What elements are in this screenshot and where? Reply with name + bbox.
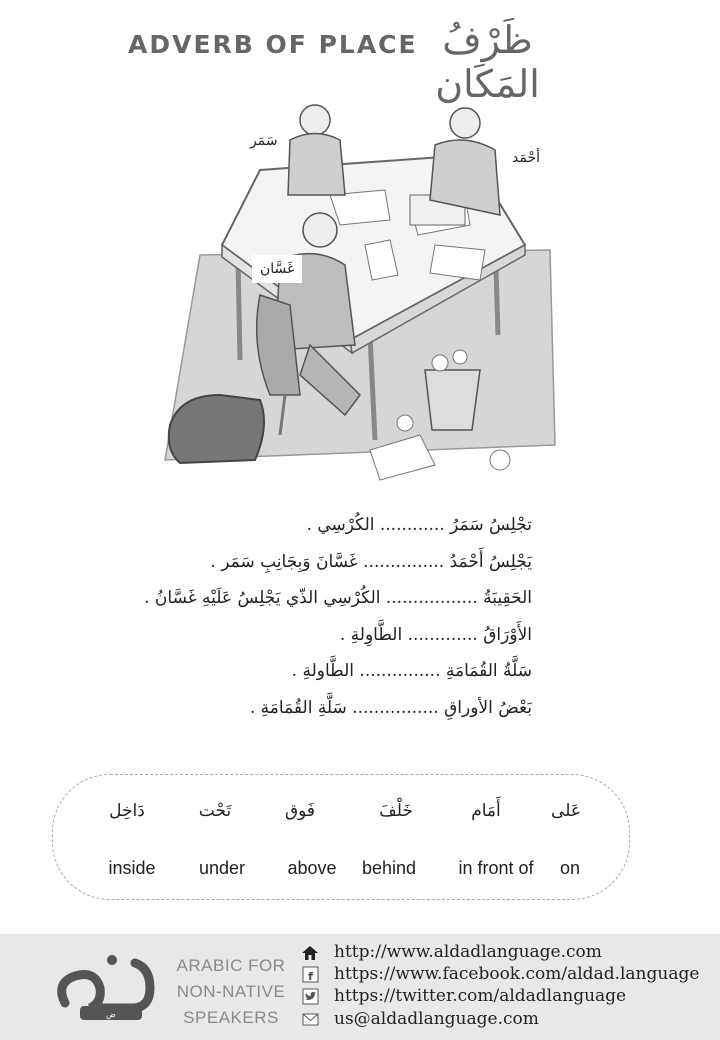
vocab-arabic-on: عَلى xyxy=(551,801,581,821)
tagline-line: SPEAKERS xyxy=(183,1008,279,1027)
vocab-arabic-behind: خَلْفَ xyxy=(379,801,413,821)
vocab-arabic-under: تَحْت xyxy=(198,801,232,821)
vocab-arabic-inside: دَاخِل xyxy=(109,801,145,821)
vocab-arabic-in-front-of: أَمَام xyxy=(471,801,501,821)
email-link[interactable]: us@aldadlanguage.com xyxy=(334,1009,539,1029)
vocab-arabic-above: فَوق xyxy=(284,801,316,821)
label-samar: سَمَر xyxy=(250,133,278,149)
classroom-illustration xyxy=(160,95,560,490)
vocab-english-inside: inside xyxy=(108,858,156,878)
vocab-english-in-front-of: in front of xyxy=(458,858,534,878)
twitter-link[interactable]: https://twitter.com/aldadlanguage xyxy=(334,986,627,1006)
exercise-sentence: الأَوْرَاقُ ............. الطَّاوِلةِ . xyxy=(339,624,532,645)
exercise-sentence: الحَقِيبَةُ ................. الكُرْسِي الذّي يَجْلِسُ عَلَيْهِ غَسَّانُ . xyxy=(144,588,532,608)
exercise-sentence: تجْلِسُ سَمَرُ ............ الكُرْسِي . xyxy=(306,515,532,535)
exercise-sentence: سَلَّةُ القُمَامَةِ ............... الطَّاولةِ . xyxy=(291,661,532,681)
page-title-english: ADVERB OF PLACE xyxy=(128,30,418,59)
vocab-english-above: above xyxy=(287,858,337,878)
tagline-line: NON-NATIVE xyxy=(176,982,286,1001)
vocab-english-on: on xyxy=(559,858,581,878)
svg-text:f: f xyxy=(308,970,313,983)
page-title-arabic: ظَرْفُ المَكَان xyxy=(435,18,540,106)
home-icon xyxy=(300,944,320,962)
email-icon xyxy=(300,1011,320,1029)
facebook-link[interactable]: https://www.facebook.com/aldad.language xyxy=(334,964,700,984)
facebook-icon xyxy=(300,966,320,984)
label-ghassan: غَسَّان xyxy=(252,255,302,283)
website-link[interactable]: http://www.aldadlanguage.com xyxy=(334,942,602,962)
tagline-line: ARABIC FOR xyxy=(176,956,286,975)
logo-lettering: ض xyxy=(106,1010,116,1019)
vocab-english-under: under xyxy=(198,858,246,878)
aldad-logo xyxy=(50,948,160,1028)
exercise-sentences xyxy=(144,510,532,729)
tagline xyxy=(168,953,294,1031)
twitter-icon xyxy=(300,988,320,1006)
vocab-english-behind: behind xyxy=(361,858,417,878)
label-ahmad: أحْمَد xyxy=(512,150,540,166)
vocabulary-box xyxy=(52,774,630,900)
exercise-sentence: يَجْلِسُ أَحْمَدُ ............... غَسَّانَ وَبِجَانِبِ سَمَر . xyxy=(210,551,532,572)
exercise-sentence: بَعْضُ الأوراقِ ................ سَلَّةِ القُمَامَةِ . xyxy=(249,697,532,718)
